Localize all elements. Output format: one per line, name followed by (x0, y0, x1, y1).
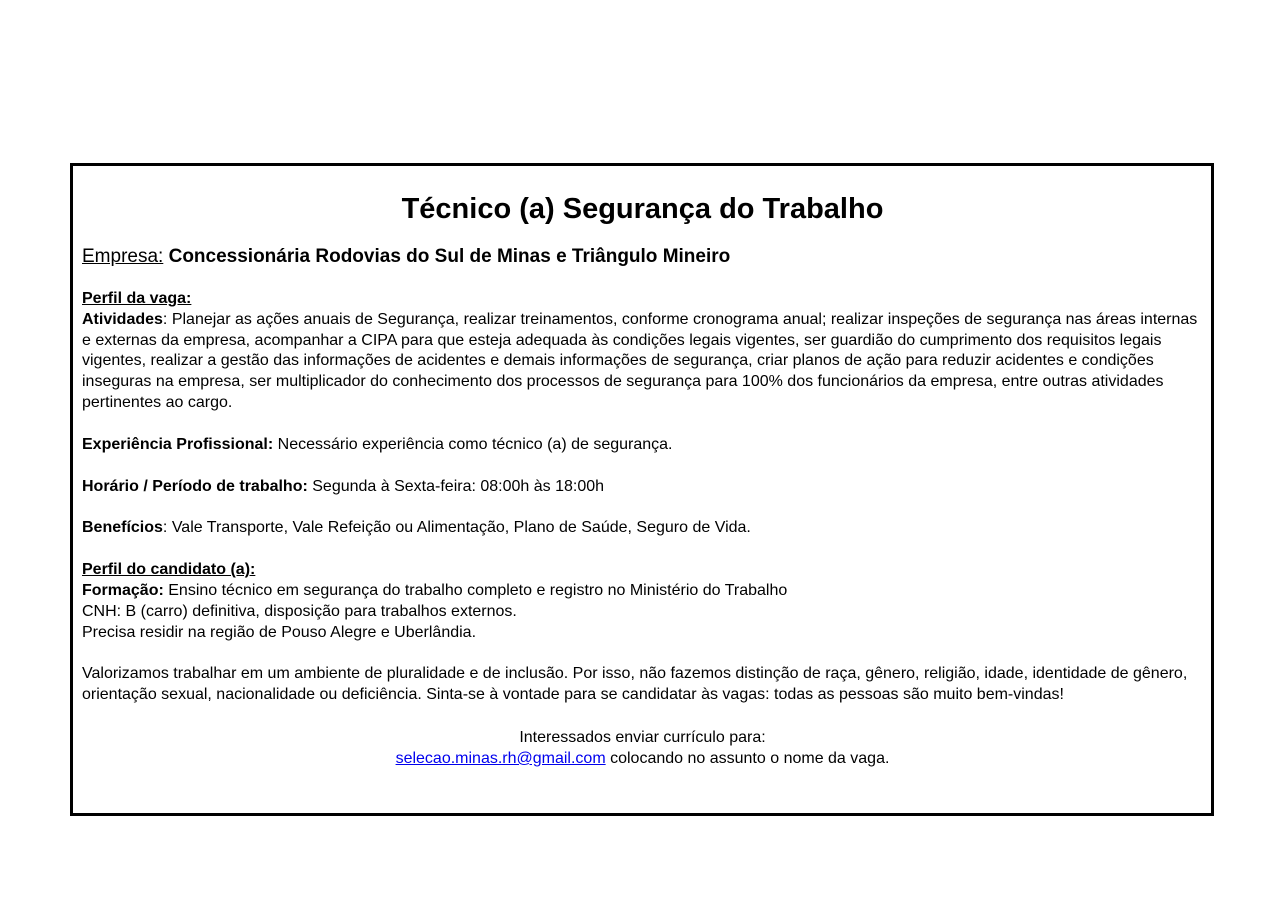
activities-label: Atividades (82, 310, 163, 328)
schedule-text: Segunda à Sexta-feira: 08:00h às 18:00h (307, 477, 605, 495)
license-text: CNH: B (carro) definitiva, disposição para trabalhos externos. (82, 602, 517, 620)
job-posting-card (70, 163, 1214, 816)
candidate-profile-heading: Perfil do candidato (a): (82, 561, 256, 579)
residence-text: Precisa residir na região de Pouso Alegre e Uberlândia. (82, 623, 477, 641)
education-label: Formação: (82, 581, 164, 599)
schedule-section (82, 477, 1203, 498)
education-text: Ensino técnico em segurança do trabalho completo e registro no Ministério do Trabalho (163, 581, 788, 599)
activities-paragraph (82, 310, 1203, 414)
diversity-section (82, 664, 1203, 706)
benefits-label: Benefícios (82, 519, 163, 537)
contact-line (82, 748, 1203, 769)
job-profile-section (82, 289, 1203, 414)
company-label: Empresa: (82, 246, 164, 267)
experience-text: Necessário experiência como técnico (a) de segurança. (273, 435, 673, 453)
company-name: Concessionária Rodovias do Sul de Minas e Triângulo Mineiro (168, 246, 731, 267)
contact-section (82, 727, 1203, 769)
candidate-profile-section (82, 560, 1203, 643)
job-profile-heading: Perfil da vaga: (82, 290, 192, 307)
contact-intro: Interessados enviar currículo para: (519, 728, 766, 746)
activities-text: : Planejar as ações anuais de Segurança, realizar treinamentos, conforme cronograma anual; realizar inspeções de segurança nas áreas internas e externas da empresa, acompanhar a CIPA para que esteja adequada às condições legais vigentes, ser guardião do cumprimento dos requisitos legais vigentes, realizar a gestão das informações de acidentes e demais informações de segurança, criar planos de ação para reduzir acidentes e condições inseguras na empresa, ser multiplicador do conhecimento dos processos de segurança para 100% dos funcionários da empresa, entre outras atividades pertinentes ao cargo. (82, 310, 1198, 411)
schedule-label: Horário / Período de trabalho: (82, 477, 308, 495)
diversity-text: Valorizamos trabalhar em um ambiente de pluralidade e de inclusão. Por isso, não fazemos distinção de raça, gênero, religião, idade, identidade de gênero, orientação sexual, nacionalidade ou deficiência. Sinta-se à vontade para se candidatar às vagas: todas as pessoas são muito bem-vindas! (82, 665, 1188, 704)
contact-suffix: colocando no assunto o nome da vaga. (605, 749, 890, 767)
benefits-text: : Vale Transporte, Vale Refeição ou Alimentação, Plano de Saúde, Seguro de Vida. (162, 519, 751, 537)
job-title: Técnico (a) Segurança do Trabalho (401, 193, 884, 225)
benefits-section (82, 518, 1203, 539)
experience-label: Experiência Profissional: (82, 435, 274, 453)
experience-section (82, 435, 1203, 456)
company-line (82, 245, 1203, 269)
email-link[interactable]: selecao.minas.rh@gmail.com (395, 749, 606, 767)
